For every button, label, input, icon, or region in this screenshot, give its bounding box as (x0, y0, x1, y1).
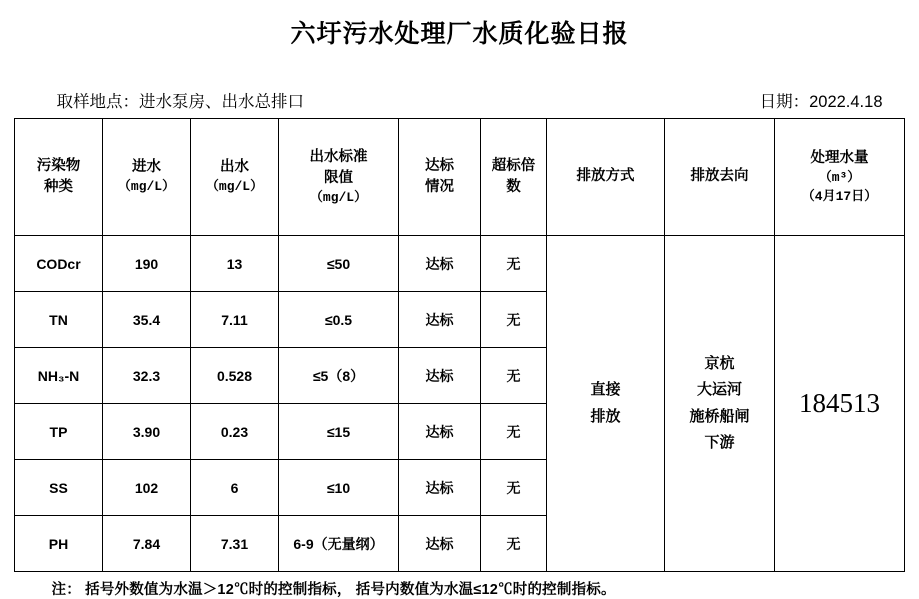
discharge-mode-line-2: 排放 (590, 407, 621, 425)
row-exceed: 无 (481, 460, 547, 516)
row-exceed: 无 (481, 404, 547, 460)
header-standard-limit (279, 119, 399, 236)
row-effluent-value: 7.11 (191, 292, 279, 348)
page-title: 六圩污水处理厂水质化验日报 (290, 20, 629, 48)
row-pollutant-name: PH (15, 516, 103, 572)
table-row (15, 236, 905, 292)
header-standard-line-2: 限值 (324, 169, 353, 186)
row-standard-limit: ≤5（8） (279, 348, 399, 404)
row-effluent-value: 0.528 (191, 348, 279, 404)
row-standard-limit: ≤0.5 (279, 292, 399, 348)
row-effluent-value: 0.23 (191, 404, 279, 460)
row-exceed: 无 (481, 236, 547, 292)
header-pollutant-line-1: 污染物 (36, 157, 81, 174)
header-exceed-line-2: 数 (506, 179, 521, 195)
row-exceed: 无 (481, 292, 547, 348)
discharge-destination-cell (665, 236, 775, 572)
header-pollutant (15, 119, 103, 236)
header-effluent (191, 119, 279, 236)
table-footnote: 注： 括号外数值为水温＞12℃时的控制指标， 括号内数值为水温≤12℃时的控制指标。 (51, 582, 616, 598)
discharge-destination-line-3: 施桥船闸 (689, 407, 750, 425)
header-effluent-unit: （mg/L） (205, 179, 264, 195)
meta-row (29, 88, 891, 118)
row-standard-limit: 6-9（无量纲） (279, 516, 399, 572)
row-compliance: 达标 (399, 460, 481, 516)
row-compliance: 达标 (399, 348, 481, 404)
discharge-destination-line-1: 京杭 (704, 355, 735, 372)
row-exceed: 无 (481, 348, 547, 404)
row-compliance: 达标 (399, 236, 481, 292)
row-compliance: 达标 (399, 404, 481, 460)
header-effluent-line-1: 出水 (220, 159, 249, 176)
row-pollutant-name: NH₃-N (15, 348, 103, 404)
header-treated-volume (775, 119, 905, 236)
header-treated-volume-unit: （m³） (818, 169, 861, 185)
header-compliance (399, 119, 481, 236)
row-pollutant-name: SS (15, 460, 103, 516)
row-pollutant-name: TN (15, 292, 103, 348)
header-standard-unit: （mg/L） (309, 189, 368, 205)
header-discharge-mode: 排放方式 (547, 119, 665, 236)
report-date-label: 日期：2022.4.18 (759, 93, 883, 111)
header-influent-unit: （mg/L） (117, 179, 176, 195)
row-influent-value: 32.3 (103, 348, 191, 404)
discharge-destination-line-4: 下游 (704, 433, 735, 451)
header-influent-line-1: 进水 (132, 159, 161, 176)
row-compliance: 达标 (399, 516, 481, 572)
header-compliance-line-2: 情况 (425, 179, 454, 195)
header-treated-volume-period: （4月17日） (801, 188, 878, 204)
header-discharge-destination: 排放去向 (665, 119, 775, 236)
header-exceed-multiple (481, 119, 547, 236)
row-standard-limit: ≤15 (279, 404, 399, 460)
row-influent-value: 3.90 (103, 404, 191, 460)
header-standard-line-1: 出水标准 (309, 148, 368, 165)
table-header-row (15, 119, 905, 236)
water-quality-table (14, 118, 905, 572)
sampling-location-label: 取样地点：进水泵房、出水总排口 (56, 93, 304, 111)
row-standard-limit: ≤10 (279, 460, 399, 516)
discharge-mode-cell (547, 236, 665, 572)
header-pollutant-line-2: 种类 (44, 179, 73, 195)
row-standard-limit: ≤50 (279, 236, 399, 292)
header-treated-volume-line-1: 处理水量 (810, 149, 869, 166)
discharge-destination-line-2: 大运河 (696, 381, 742, 399)
row-effluent-value: 7.31 (191, 516, 279, 572)
row-influent-value: 35.4 (103, 292, 191, 348)
header-compliance-line-1: 达标 (425, 157, 454, 174)
header-exceed-line-1: 超标倍 (491, 157, 536, 174)
discharge-mode-line-1: 直接 (590, 381, 621, 399)
row-influent-value: 190 (103, 236, 191, 292)
treated-volume-cell (775, 236, 905, 572)
treated-volume-value: 184513 (799, 388, 880, 418)
row-influent-value: 102 (103, 460, 191, 516)
row-influent-value: 7.84 (103, 516, 191, 572)
row-effluent-value: 13 (191, 236, 279, 292)
row-pollutant-name: TP (15, 404, 103, 460)
row-effluent-value: 6 (191, 460, 279, 516)
header-influent (103, 119, 191, 236)
row-pollutant-name: CODcr (15, 236, 103, 292)
row-compliance: 达标 (399, 292, 481, 348)
row-exceed: 无 (481, 516, 547, 572)
